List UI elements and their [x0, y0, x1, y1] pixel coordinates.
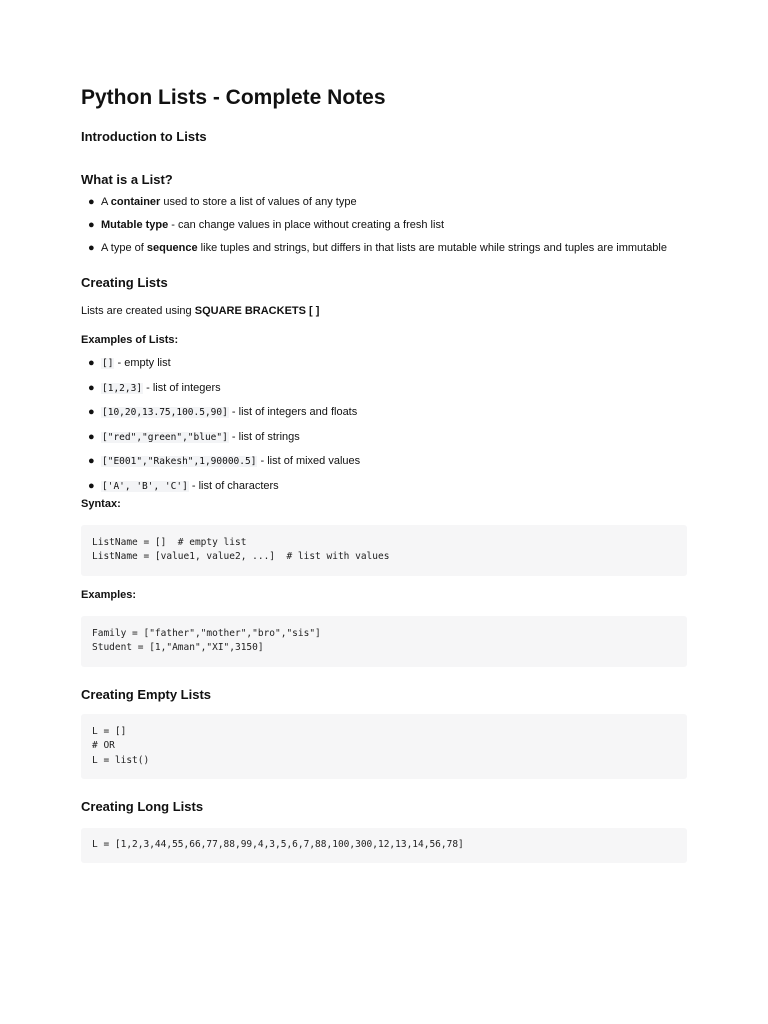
item-text: - list of characters — [188, 479, 279, 492]
long-lists-code-block: L = [1,2,3,44,55,66,77,88,99,4,3,5,6,7,88,100,300,12,13,14,56,78] — [81, 828, 687, 863]
empty-lists-code-block: L = [] # OR L = list() — [81, 714, 687, 780]
list-item — [88, 479, 687, 494]
section-heading-creating-long-lists: Creating Long Lists — [81, 799, 204, 814]
examples-code-block: Family = ["father","mother","bro","sis"] Student = [1,"Aman","XI",3150] — [81, 616, 687, 667]
bullet-icon: ● — [88, 381, 95, 394]
inline-code: ["red","green","blue"] — [102, 431, 228, 443]
section-heading-introduction: Introduction to Lists — [81, 129, 207, 144]
syntax-label: Syntax: — [81, 497, 121, 510]
item-text: like tuples and strings, but differs in that lists are mutable while strings and tuples are immutable — [197, 242, 667, 254]
item-text: A type of — [101, 242, 147, 254]
bullet-icon: ● — [88, 242, 95, 254]
item-text: - list of integers and floats — [228, 406, 358, 418]
inline-code: [10,20,13.75,100.5,90] — [102, 407, 228, 418]
list-item — [88, 454, 687, 469]
bullet-icon: ● — [88, 479, 95, 492]
what-is-list-bullets — [81, 195, 687, 255]
bullet-icon: ● — [88, 430, 95, 443]
inline-code: ["E001","Rakesh",1,90000.5] — [102, 456, 257, 467]
list-item — [88, 241, 687, 255]
bullet-icon: ● — [88, 196, 95, 208]
item-bold-text: Mutable type — [101, 219, 169, 231]
item-text: - can change values in place without creating a fresh list — [168, 219, 444, 231]
list-item — [88, 430, 687, 445]
item-text: - list of integers — [143, 381, 221, 394]
section-heading-creating-empty-lists: Creating Empty Lists — [81, 686, 212, 702]
list-item — [88, 218, 687, 232]
item-text: used to store a list of values of any type — [160, 196, 357, 208]
item-text: A — [101, 196, 111, 208]
paragraph-text: Lists are created using — [81, 305, 195, 317]
list-item — [88, 195, 687, 209]
page-title: Python Lists - Complete Notes — [81, 86, 386, 109]
item-text: - empty list — [114, 357, 171, 369]
item-bold-text: container — [110, 196, 161, 208]
creating-lists-paragraph — [81, 304, 687, 318]
list-item — [88, 381, 687, 396]
syntax-code-block: ListName = [] # empty list ListName = [value1, value2, ...] # list with values — [81, 525, 687, 576]
inline-code: [1,2,3] — [102, 382, 143, 394]
bullet-icon: ● — [88, 406, 95, 418]
inline-code: ['A', 'B', 'C'] — [102, 480, 188, 492]
item-text: - list of strings — [228, 430, 300, 443]
item-text: - list of mixed values — [257, 455, 361, 467]
examples-label: Examples: — [81, 588, 137, 601]
document-content — [81, 84, 687, 863]
examples-of-lists-label: Examples of Lists: — [81, 334, 179, 346]
section-heading-what-is-list: What is a List? — [81, 172, 173, 187]
paragraph-bold-text: SQUARE BRACKETS [ ] — [194, 305, 320, 317]
examples-of-lists-bullets — [81, 356, 687, 494]
bullet-icon: ● — [88, 455, 95, 467]
bullet-icon: ● — [88, 357, 95, 369]
item-bold-text: sequence — [146, 242, 198, 254]
list-item — [88, 356, 687, 371]
list-item — [88, 405, 687, 420]
inline-code: [] — [102, 358, 114, 369]
bullet-icon: ● — [88, 219, 95, 231]
section-heading-creating-lists: Creating Lists — [81, 275, 168, 290]
